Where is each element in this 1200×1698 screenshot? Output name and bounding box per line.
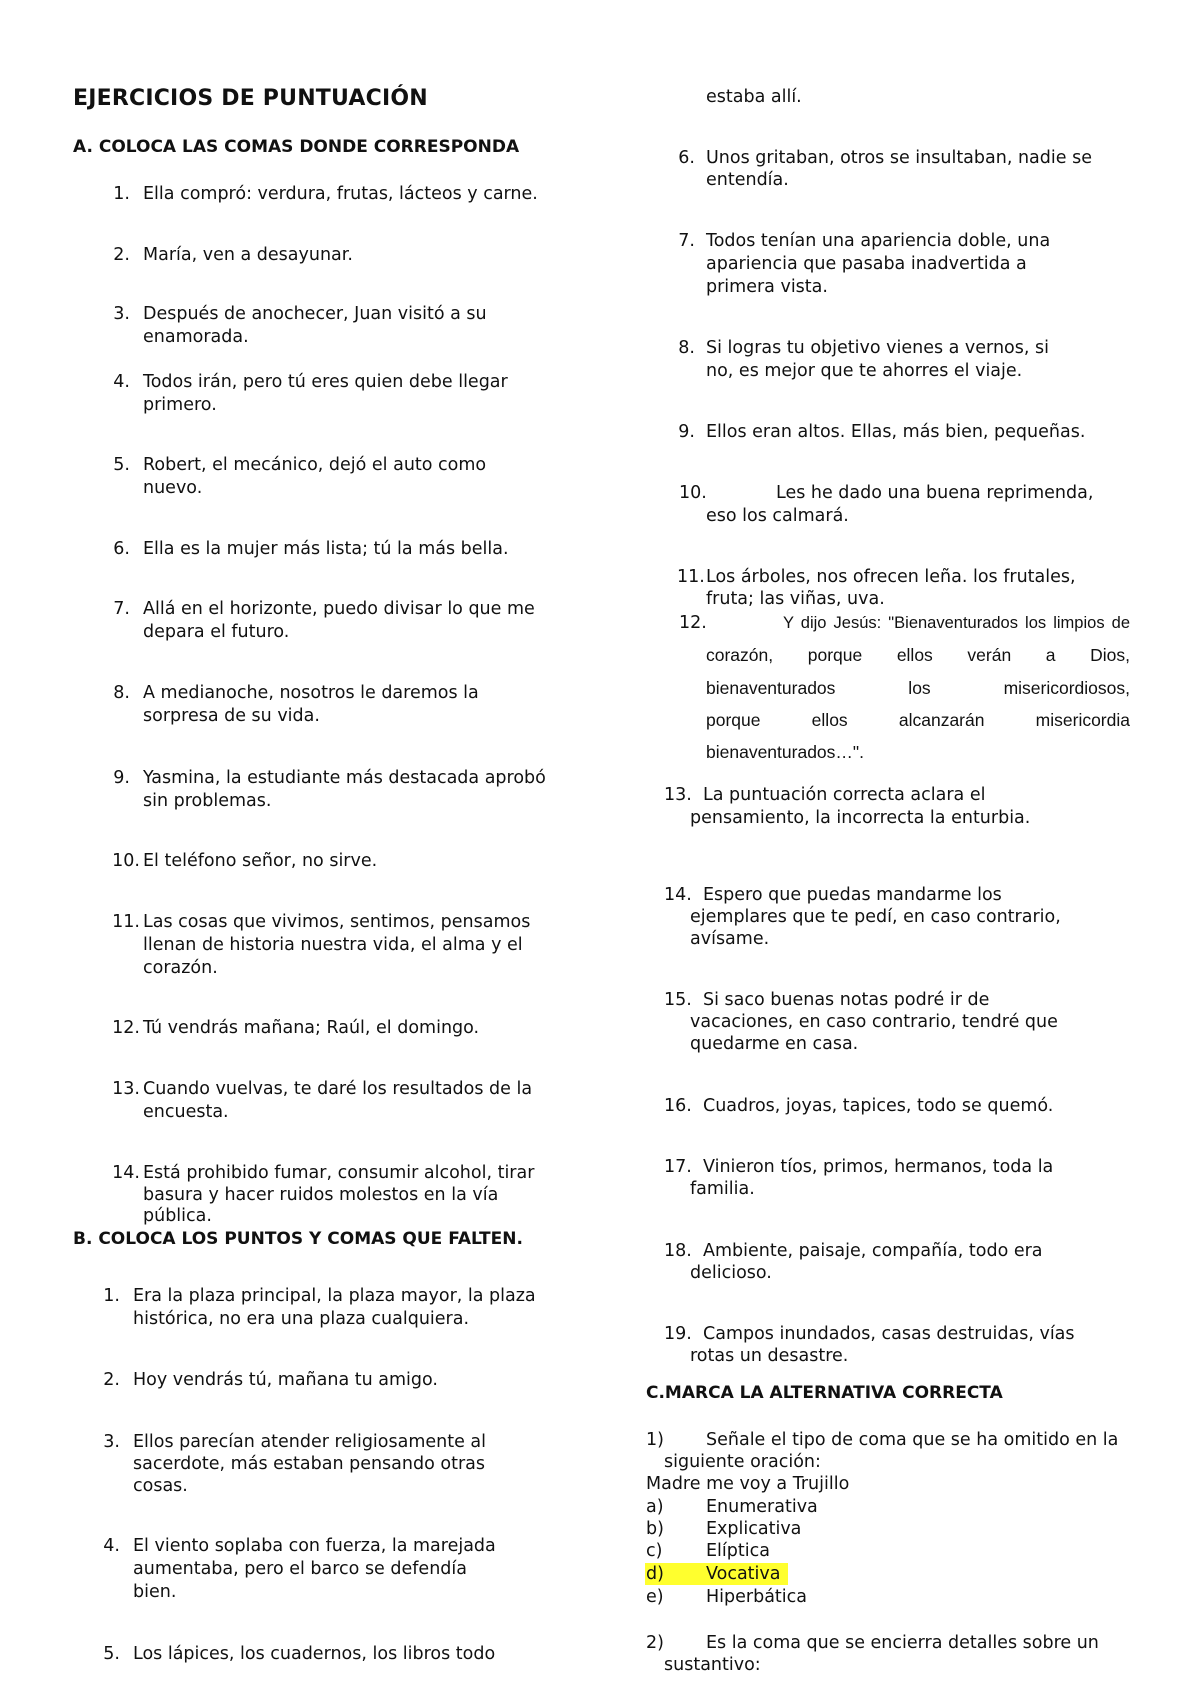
page-title: EJERCICIOS DE PUNTUACIÓN: [73, 86, 428, 111]
document-page: EJERCICIOS DE PUNTUACIÓN A. COLOCA LAS COMAS DONDE CORRESPONDA 1. Ella compró: verdura, frutas, lácteos y carne. 2. María, ven a desayunar. 3. Después de anochecer, Juan visitó a su enamorada. 4. Todos irán, pero tú eres quien debe llegar primero. 5. Robert, el mecánico, dejó el auto como nuevo. 6. Ella es la mujer más lista; tú la más bella. 7. Allá en el horizonte, puedo divisar lo que me depara el futuro. 8. A medianoche, nosotros le daremos la sorpresa de su vida. 9. Yasmina, la estudiante más destacada aprobó sin problemas. 10. El teléfono señor, no sirve. 11. Las cosas que vivimos, sentimos, pensamos llenan de historia nuestra vida, el alma y el corazón. 12. Tú vendrás mañana; Raúl, el domingo. 13. Cuando vuelvas, te daré los resultados de la encuesta. 14. Está prohibido fumar, consumir alcohol, tirar basura y hacer ruidos molestos en la vía pública. B. COLOCA LOS PUNTOS Y COMAS QUE FALTEN. 1. Era la plaza principal, la plaza mayor, la plaza histórica, no era una plaza cualquiera. 2. Hoy vendrás tú, mañana tu amigo. 3. Ellos parecían atender religiosamente al sacerdote, más estaban pensando otras cosas. 4. El viento soplaba con fuerza, la marejada aumentaba, pero el barco se defendía bien. 5. Los lápices, los cuadernos, los libros todo estaba allí. 6. Unos gritaban, otros se insultaban, nadie se entendía. 7. Todos tenían una apariencia doble, una apariencia que pasaba inadvertida a primera vista. 8. Si logras tu objetivo vienes a vernos, si no, es mejor que te ahorres el viaje. 9. Ellos eran altos. Ellas, más bien, pequeñas. 10. Les he dado una buena reprimenda, eso los calmará. 11. Los árboles, nos ofrecen leña. los frutales, fruta; las viñas, uva. 12. Y dijo Jesús: "Bienaventurados los limpios de corazón, porque ellos verán a Dios, bienaventurados los misericordiosos, porque ellos alcanzarán misericordia bienaventurados…". 13. La puntuación correcta aclara el pensamiento, la incorrecta la enturbia. 14. Espero que puedas mandarme los ejemplares que te pedí, en caso contrario, avísame. 15. Si saco buenas notas podré ir de vacaciones, en caso contrario, tendré que quedarme en casa. 16. Cuadros, joyas, tapices, todo se quemó. 17. Vinieron tíos, primos, hermanos, toda la familia. 18. Ambiente, paisaje, compañía, todo era delicioso. 19. Campos inundados, casas destruidas, vías rotas un desastre. C.MARCA LA ALTERNATIVA CORRECTA 1) Señale el tipo de coma que se ha omitido en la siguiente oración: Madre me voy a Trujillo a) Enumerativa b) Explicativa c) Elíptica d) Vocativa e) Hiperbática 2) Es la coma que se encierra detalles sobre un sustantivo:: [73, 86, 1130, 1675]
section-a-heading: A. COLOCA LAS COMAS DONDE CORRESPONDA: [73, 137, 520, 157]
section-b-heading: B. COLOCA LOS PUNTOS Y COMAS QUE FALTEN.: [73, 1229, 523, 1249]
section-c-heading: C.MARCA LA ALTERNATIVA CORRECTA: [646, 1383, 1003, 1403]
list-item-continuation: estaba allí.: [706, 87, 802, 107]
example-sentence: Madre me voy a Trujillo: [646, 1474, 850, 1494]
